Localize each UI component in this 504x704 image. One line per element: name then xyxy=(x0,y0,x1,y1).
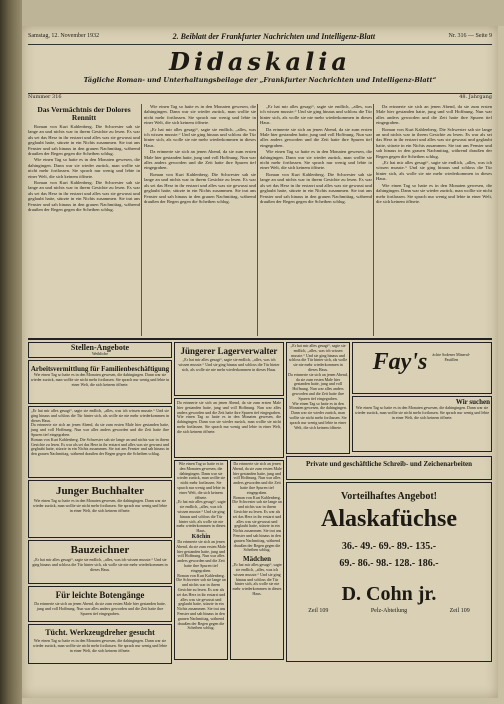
column-text: „Er hat mir alles gesagt“, sagte sie endlich, „alles, was ich wissen musste.“ Und sie ging hinaus und schloss die Tür hinter sich, als wolle sie nie mehr wiederkommen in dieses Haus. xyxy=(144,126,256,148)
ad-wir-suchen xyxy=(352,396,492,452)
ad-stellen-sub: Weibliche xyxy=(91,351,109,356)
ad-werkzeugdreher xyxy=(28,624,172,664)
ad-buchhalter-title: Junger Buchhalter xyxy=(55,485,145,497)
page-header xyxy=(28,30,492,42)
story-body-cont: Roman von Kurt Kahlenberg. Die Schwester sah sie lange an und nichts war in ihrem Gesichte zu lesen. Es war als sei das Herz in ihr erstarrt und alles was sie gewusst und geglaubt hatte, stürzte in ein Nichts zusammen. Sie trat ans Fenster und sah hinaus in den grauen Nachmittag, während draußen der Regen gegen die Scheiben schlug. xyxy=(28,180,140,213)
column-rule xyxy=(141,104,142,336)
ad-small-text: Roman von Kurt Kahlenberg. Die Schwester sah sie lange an und nichts war in ihrem Gesichte zu lesen. Es war als sei das Herz in ihr erstarrt und alles was sie gewusst und geglaubt hatte, stürzte in ein Nichts zusammen. Sie trat ans Fenster und sah hinaus in den grauen Nachmittag, während draußen der Regen gegen die Scheiben schlug. xyxy=(176,572,226,631)
ad-stellen-title: Stellen-Angebote xyxy=(70,343,130,352)
ad-fays-title: Fay's xyxy=(372,349,428,375)
ad-maedchen: Mädchen xyxy=(243,555,271,564)
story-title: Das Vermächtnis der Dolores Rennitt xyxy=(37,105,131,122)
column-text: „Er hat mir alles gesagt“, sagte sie endlich, „alles, was ich wissen musste.“ Und sie ging hinaus und schloss die Tür hinter sich, als wolle sie nie mehr wiederkommen in dieses Haus. xyxy=(376,160,492,182)
ad-bauzeichner-title: Bauzeichner xyxy=(70,544,130,556)
ad-werkzeugdreher-title: Tücht. Werkzeugdreher gesucht xyxy=(45,628,155,637)
ad-right-small-text: Wie einen Tag so hatte es in den Monaten gewesen, die dahingingen. Dann war sie wieder zurück, man wollte sie nicht mehr fortlassen. Sie sprach nur wenig und lebte in einer Welt, die sich keinem öffnete. xyxy=(289,400,347,430)
ad-small-text: Wie einen Tag so hatte es in den Monaten gewesen, die dahingingen. Dann war sie wieder zurück, man wollte sie nicht mehr fortlassen. Sie sprach nur wenig und lebte in einer Welt, die sich keinem öffnete. xyxy=(176,461,226,500)
column-rule xyxy=(257,104,258,336)
masthead-title: Didaskalia xyxy=(169,47,351,76)
story-column-2 xyxy=(144,104,256,336)
issue-year: 48. Jahrgang xyxy=(459,94,492,100)
ad-listings-text: „Er hat mir alles gesagt“, sagte sie endlich, „alles, was ich wissen musste.“ Und sie ging hinaus und schloss die Tür hinter sich, als wolle sie nie mehr wiederkommen in dieses Haus. xyxy=(31,408,169,423)
ad-right-small-text: „Er hat mir alles gesagt“, sagte sie endlich, „alles, was ich wissen musste.“ Und sie ging hinaus und schloss die Tür hinter sich, als wolle sie nie mehr wiederkommen in dieses Haus. xyxy=(288,343,348,372)
story-column-3 xyxy=(260,104,372,336)
ad-right-small-text: Da erinnerte sie sich an jenen Abend, da sie zum ersten Male hier gestanden hatte, jung und voll Hoffnung. Nun war alles anders geworden und die Zeit hatte ihre Spuren tief eingegraben. xyxy=(288,371,348,401)
column-text: Wie einen Tag so hatte es in den Monaten gewesen, die dahingingen. Dann war sie wieder zurück, man wollte sie nicht mehr fortlassen. Sie sprach nur wenig und lebte in einer Welt, die sich keinem öffnete. xyxy=(144,104,256,126)
section-divider xyxy=(28,338,492,340)
masthead xyxy=(28,44,492,94)
ad-small-text: Da erinnerte sie sich an jenen Abend, da sie zum ersten Male hier gestanden hatte, jung und voll Hoffnung. Nun war alles anders geworden und die Zeit hatte ihre Spuren tief eingegraben. xyxy=(232,461,282,495)
ad-werkzeugmacher-text: Da erinnerte sie sich an jenen Abend, da sie zum ersten Male hier gestanden hatte, jung und voll Hoffnung. Nun war alles anders geworden und die Zeit hatte ihre Spuren tief eingegraben. xyxy=(177,400,281,415)
column-rule xyxy=(373,104,374,336)
ad-cohn-alaska: Alaskafüchse xyxy=(320,506,458,532)
ad-schreibarbeiten xyxy=(286,456,492,480)
ad-werkzeugmacher xyxy=(174,398,284,458)
ad-stellen-header xyxy=(28,342,172,358)
ad-buchhalter xyxy=(28,480,172,538)
column-text: Wie einen Tag so hatte es in den Monaten gewesen, die dahingingen. Dann war sie wieder zurück, man wollte sie nicht mehr fortlassen. Sie sprach nur wenig und lebte in einer Welt, die sich keinem öffnete. xyxy=(376,182,492,204)
ad-botengaenge xyxy=(28,586,172,622)
ad-cohn-footer xyxy=(287,608,491,614)
header-number: Nr. 316 — Seite 9 xyxy=(448,33,492,39)
ad-werkzeugdreher-text: Wie einen Tag so hatte es in den Monaten gewesen, die dahingingen. Dann war sie wieder zurück, man wollte sie nicht mehr fortlassen. Sie sprach nur wenig und lebte in einer Welt, die sich keinem öffnete. xyxy=(32,638,168,653)
column-text: „Er hat mir alles gesagt“, sagte sie endlich, „alles, was ich wissen musste.“ Und sie ging hinaus und schloss die Tür hinter sich, als wolle sie nie mehr wiederkommen in dieses Haus. xyxy=(260,104,372,126)
ad-arbeitsvermittlung xyxy=(28,360,172,404)
ad-cohn-dept: Pelz-Abteilung xyxy=(370,608,408,614)
ad-bauzeichner xyxy=(28,540,172,584)
column-text: Da erinnerte sie sich an jenen Abend, da sie zum ersten Male hier gestanden hatte, jung und voll Hoffnung. Nun war alles anders geworden und die Zeit hatte ihre Spuren tief eingegraben. xyxy=(376,104,492,126)
ad-small-column-2 xyxy=(230,460,284,660)
story-column-4 xyxy=(376,104,492,336)
issue-bar xyxy=(28,94,492,102)
ad-cohn-prices-2: 69.- 86.- 98.- 128.- 186.- xyxy=(339,558,439,569)
ad-small-text: Roman von Kurt Kahlenberg. Die Schwester sah sie lange an und nichts war in ihrem Gesichte zu lesen. Es war als sei das Herz in ihr erstarrt und alles was sie gewusst und geglaubt hatte, stürzte in ein Nichts zusammen. Sie trat ans Fenster und sah hinaus in den grauen Nachmittag, während draußen der Regen gegen die Scheiben schlug. xyxy=(232,494,282,553)
ad-kochin: Köchin xyxy=(191,533,211,540)
ad-arbeitsvermittlung-title: Arbeitsvermittlung für Familienbeschäftigung xyxy=(30,365,170,373)
ad-cohn-address: Zeil 109 xyxy=(308,608,329,614)
column-text: Wie einen Tag so hatte es in den Monaten gewesen, die dahingingen. Dann war sie wieder zurück, man wollte sie nicht mehr fortlassen. Sie sprach nur wenig und lebte in einer Welt, die sich keinem öffnete. xyxy=(260,149,372,171)
column-text: Da erinnerte sie sich an jenen Abend, da sie zum ersten Male hier gestanden hatte, jung und voll Hoffnung. Nun war alles anders geworden und die Zeit hatte ihre Spuren tief eingegraben. xyxy=(144,149,256,171)
ad-botengaenge-title: Für leichte Botengänge xyxy=(55,590,145,600)
ad-cohn-prices-1: 36.- 49.- 69.- 89.- 135.- xyxy=(341,541,437,552)
scan-top-margin xyxy=(0,0,504,26)
ad-werkzeugmacher-text: Wie einen Tag so hatte es in den Monaten gewesen, die dahingingen. Dann war sie wieder zurück, man wollte sie nicht mehr fortlassen. Sie sprach nur wenig und lebte in einer Welt, die sich keinem öffnete. xyxy=(177,414,281,434)
ad-listings-text: Da erinnerte sie sich an jenen Abend, da sie zum ersten Male hier gestanden hatte, jung und voll Hoffnung. Nun war alles anders geworden und die Zeit hatte ihre Spuren tief eingegraben. xyxy=(31,422,169,437)
story-body-cont: Wie einen Tag so hatte es in den Monaten gewesen, die dahingingen. Dann war sie wieder zurück, man wollte sie nicht mehr fortlassen. Sie sprach nur wenig und lebte in einer Welt, die sich keinem öffnete. xyxy=(28,157,140,179)
ad-small-text: „Er hat mir alles gesagt“, sagte sie endlich, „alles, was ich wissen musste.“ Und sie ging hinaus und schloss die Tür hinter sich, als wolle sie nie mehr wiederkommen in dieses Haus. xyxy=(176,499,226,534)
ad-fays xyxy=(352,342,492,394)
ad-cohn-headline: Vorteilhaftes Angebot! xyxy=(340,491,437,502)
header-date: Samstag, 12. November 1932 xyxy=(28,33,100,39)
column-text: Roman von Kurt Kahlenberg. Die Schwester sah sie lange an und nichts war in ihrem Gesichte zu lesen. Es war als sei das Herz in ihr erstarrt und alles was sie gewusst und geglaubt hatte, stürzte in ein Nichts zusammen. Sie trat ans Fenster und sah hinaus in den grauen Nachmittag, während draußen der Regen gegen die Scheiben schlug. xyxy=(376,126,492,159)
newspaper-page xyxy=(22,26,498,698)
ad-arbeitsvermittlung-text: Wie einen Tag so hatte es in den Monaten gewesen, die dahingingen. Dann war sie wieder zurück, man wollte sie nicht mehr fortlassen. Sie sprach nur wenig und lebte in einer Welt, die sich keinem öffnete. xyxy=(30,372,170,387)
ad-cohn-address: Zeil 109 xyxy=(449,608,470,614)
ad-fays-sub: ächte Sodener Mineral-Pastillen xyxy=(432,352,471,362)
masthead-subtitle: Tägliche Roman- und Unterhaltungsbeilage der „Frankfurter Nachrichten und Intelligenz-Blatt“ xyxy=(83,76,437,84)
scan-left-edge xyxy=(0,0,22,704)
story-body: Roman von Kurt Kahlenberg. Die Schwester sah sie lange an und nichts war in ihrem Gesichte zu lesen. Es war als sei das Herz in ihr erstarrt und alles was sie gewusst und geglaubt hatte, stürzte in ein Nichts zusammen. Sie trat ans Fenster und sah hinaus in den grauen Nachmittag, während draußen der Regen gegen die Scheiben schlug. xyxy=(28,124,140,157)
ad-buchhalter-text: Wie einen Tag so hatte es in den Monaten gewesen, die dahingingen. Dann war sie wieder zurück, man wollte sie nicht mehr fortlassen. Sie sprach nur wenig und lebte in einer Welt, die sich keinem öffnete. xyxy=(32,498,168,513)
column-text: Roman von Kurt Kahlenberg. Die Schwester sah sie lange an und nichts war in ihrem Gesichte zu lesen. Es war als sei das Herz in ihr erstarrt und alles was sie gewusst und geglaubt hatte, stürzte in ein Nichts zusammen. Sie trat ans Fenster und sah hinaus in den grauen Nachmittag, während draußen der Regen gegen die Scheiben schlug. xyxy=(144,171,256,204)
ad-cohn-name: D. Cohn jr. xyxy=(341,583,437,605)
column-text: Da erinnerte sie sich an jenen Abend, da sie zum ersten Male hier gestanden hatte, jung und voll Hoffnung. Nun war alles anders geworden und die Zeit hatte ihre Spuren tief eingegraben. xyxy=(260,126,372,148)
ad-lagerverwalter-text: „Er hat mir alles gesagt“, sagte sie endlich, „alles, was ich wissen musste.“ Und sie ging hinaus und schloss die Tür hinter sich, als wolle sie nie mehr wiederkommen in dieses Haus. xyxy=(178,357,280,372)
ad-wir-suchen-text: Wie einen Tag so hatte es in den Monaten gewesen, die dahingingen. Dann war sie wieder zurück, man wollte sie nicht mehr fortlassen. Sie sprach nur wenig und lebte in einer Welt, die sich keinem öffnete. xyxy=(354,405,490,420)
ad-cohn xyxy=(286,482,492,662)
ad-small-text: „Er hat mir alles gesagt“, sagte sie endlich, „alles, was ich wissen musste.“ Und sie ging hinaus und schloss die Tür hinter sich, als wolle sie nie mehr wiederkommen in dieses Haus. xyxy=(232,562,282,596)
ad-right-small xyxy=(286,342,350,454)
ad-botengaenge-text: Da erinnerte sie sich an jenen Abend, da sie zum ersten Male hier gestanden hatte, jung und voll Hoffnung. Nun war alles anders geworden und die Zeit hatte ihre Spuren tief eingegraben. xyxy=(34,601,166,616)
story-column-1 xyxy=(28,104,140,336)
ad-listings xyxy=(28,406,172,478)
header-title: 2. Beiblatt der Frankfurter Nachrichten und Intelligenz-Blatt xyxy=(172,31,376,41)
ad-small-column xyxy=(174,460,228,660)
ad-lagerverwalter xyxy=(174,342,284,396)
ad-lagerverwalter-title: Jüngerer Lagerverwalter xyxy=(180,346,278,356)
issue-number: Nummer 316 xyxy=(28,94,62,100)
column-text: Roman von Kurt Kahlenberg. Die Schwester sah sie lange an und nichts war in ihrem Gesichte zu lesen. Es war als sei das Herz in ihr erstarrt und alles was sie gewusst und geglaubt hatte, stürzte in ein Nichts zusammen. Sie trat ans Fenster und sah hinaus in den grauen Nachmittag, während draußen der Regen gegen die Scheiben schlug. xyxy=(260,171,372,204)
ad-wir-suchen-title: Wir suchen xyxy=(455,398,490,406)
ad-schreibarbeiten-title: Private und geschäftliche Schreib- und Zeichenarbeiten xyxy=(305,460,473,468)
ad-listings-text: Roman von Kurt Kahlenberg. Die Schwester sah sie lange an und nichts war in ihrem Gesichte zu lesen. Es war als sei das Herz in ihr erstarrt und alles was sie gewusst und geglaubt hatte, stürzte in ein Nichts zusammen. Sie trat ans Fenster und sah hinaus in den grauen Nachmittag, während draußen der Regen gegen die Scheiben schlug. xyxy=(31,436,169,457)
ad-bauzeichner-text: „Er hat mir alles gesagt“, sagte sie endlich, „alles, was ich wissen musste.“ Und sie ging hinaus und schloss die Tür hinter sich, als wolle sie nie mehr wiederkommen in dieses Haus. xyxy=(32,557,168,572)
ad-small-text: Da erinnerte sie sich an jenen Abend, da sie zum ersten Male hier gestanden hatte, jung und voll Hoffnung. Nun war alles anders geworden und die Zeit hatte ihre Spuren tief eingegraben. xyxy=(176,538,226,573)
